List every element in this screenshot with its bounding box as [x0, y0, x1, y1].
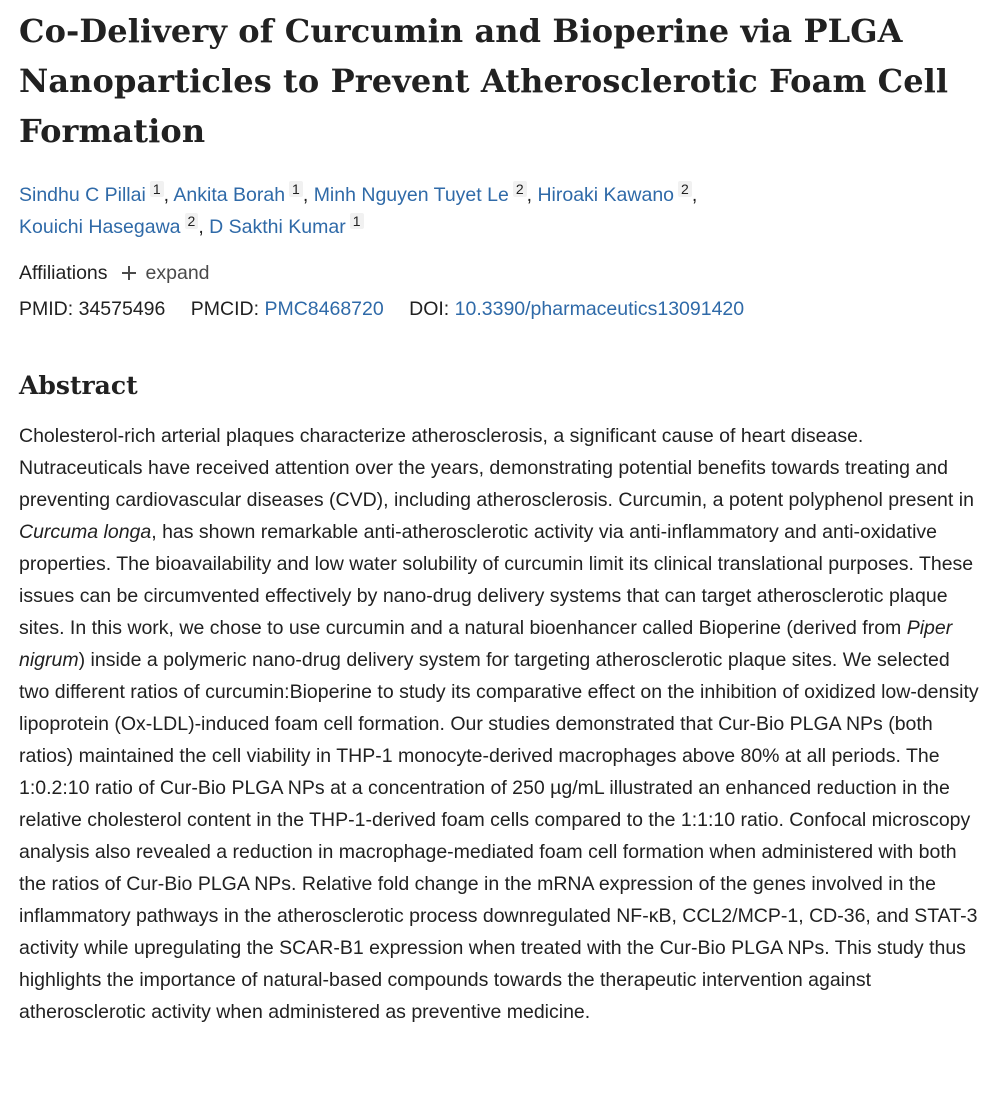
plus-icon [122, 266, 136, 280]
abstract-segment: ) inside a polymeric nano-drug delivery system for targeting atherosclerotic plaque sites. We selected two different ratios of curcumin:Bioperine to study its comparative effect on the inhibition of oxidized low-density lipoprotein (Ox-LDL)-induced foam cell formation. Our studies demonstrated that Cur-Bio PLGA NPs (both ratios) maintained the cell viability in THP-1 monocyte-derived macrophages above 80% at all periods. The 1:0.2:10 ratio of Cur-Bio PLGA NPs at a concentration of 250 µg/mL illustrated an enhanced reduction in the relative cholesterol content in the THP-1-derived foam cells compared to the 1:1:10 ratio. Confocal microscopy analysis also revealed a reduction in macrophage-mediated foam cell formation when administered with both the ratios of Cur-Bio PLGA NPs. Relative fold change in the mRNA expression of the genes involved in the inflammatory pathways in the atherosclerotic process downregulated NF-κB, CCL2/MCP-1, CD-36, and STAT-3 activity while upregulating the SCAR-B1 expression when treated with the Cur-Bio PLGA NPs. This study thus highlights the importance of natural-based compounds towards the therapeutic intervention against atherosclerotic activity when administered as preventive medicine. [19, 649, 979, 1023]
abstract-italic-species: Curcuma longa [19, 521, 152, 543]
authors-list: Sindhu C Pillai 1 , Ankita Borah 1 , Minh Nguyen Tuyet Le 2 , Hiroaki Kawano 2 , Kouichi Hasegawa 2 , D Sakthi Kumar 1 [19, 181, 698, 238]
author-link[interactable]: D Sakthi Kumar [209, 216, 346, 238]
pmcid-label: PMCID: [190, 298, 260, 320]
affiliation-number[interactable]: 2 [513, 181, 527, 197]
expand-label[interactable]: expand [145, 262, 210, 284]
affiliation-number[interactable]: 1 [350, 213, 364, 229]
pmid-label: PMID: [19, 298, 74, 320]
author-link[interactable]: Minh Nguyen Tuyet Le [313, 184, 509, 206]
pmcid-group [191, 298, 389, 320]
doi-link[interactable]: 10.3390/pharmaceutics13091420 [454, 298, 745, 320]
affiliation-number[interactable]: 2 [678, 181, 692, 197]
abstract-text [19, 420, 984, 1028]
article-title: Co-Delivery of Curcumin and Bioperine via PLGA Nanoparticles to Prevent Atherosclerotic Foam Cell Formation [19, 12, 949, 150]
affiliation-number[interactable]: 2 [185, 213, 199, 229]
affiliation-number[interactable]: 1 [150, 181, 164, 197]
author-link[interactable]: Ankita Borah [173, 184, 286, 206]
author-link[interactable]: Hiroaki Kawano [537, 184, 675, 206]
abstract-italic-species: Piper nigrum [19, 617, 953, 671]
affiliations-label: Affiliations [19, 262, 108, 284]
doi-group [409, 298, 744, 320]
author-link[interactable]: Sindhu C Pillai [19, 184, 146, 206]
identifiers-row [19, 296, 984, 322]
affiliations-row [19, 260, 984, 286]
affiliations-expand-toggle[interactable] [122, 260, 210, 286]
abstract-heading: Abstract [19, 371, 138, 400]
affiliation-number[interactable]: 1 [289, 181, 303, 197]
doi-label: DOI: [409, 298, 450, 320]
pmid-group [19, 298, 171, 320]
pmcid-link[interactable]: PMC8468720 [264, 298, 384, 320]
pmid-value: 34575496 [78, 298, 166, 320]
article-page [19, 0, 984, 1028]
author-link[interactable]: Kouichi Hasegawa [19, 216, 181, 238]
abstract-segment: , has shown remarkable anti-atherosclerotic activity via anti-inflammatory and anti-oxidative properties. The bioavailability and low water solubility of curcumin limit its clinical translational purposes. These issues can be circumvented effectively by nano-drug delivery systems that can target atherosclerotic plaque sites. In this work, we chose to use curcumin and a natural bioenhancer called Bioperine (derived from [19, 521, 974, 639]
abstract-segment: Cholesterol-rich arterial plaques characterize atherosclerosis, a significant cause of heart disease. Nutraceuticals have received attention over the years, demonstrating potential benefits towards treating and preventing cardiovascular diseases (CVD), including atherosclerosis. Curcumin, a potent polyphenol present in [19, 425, 974, 511]
